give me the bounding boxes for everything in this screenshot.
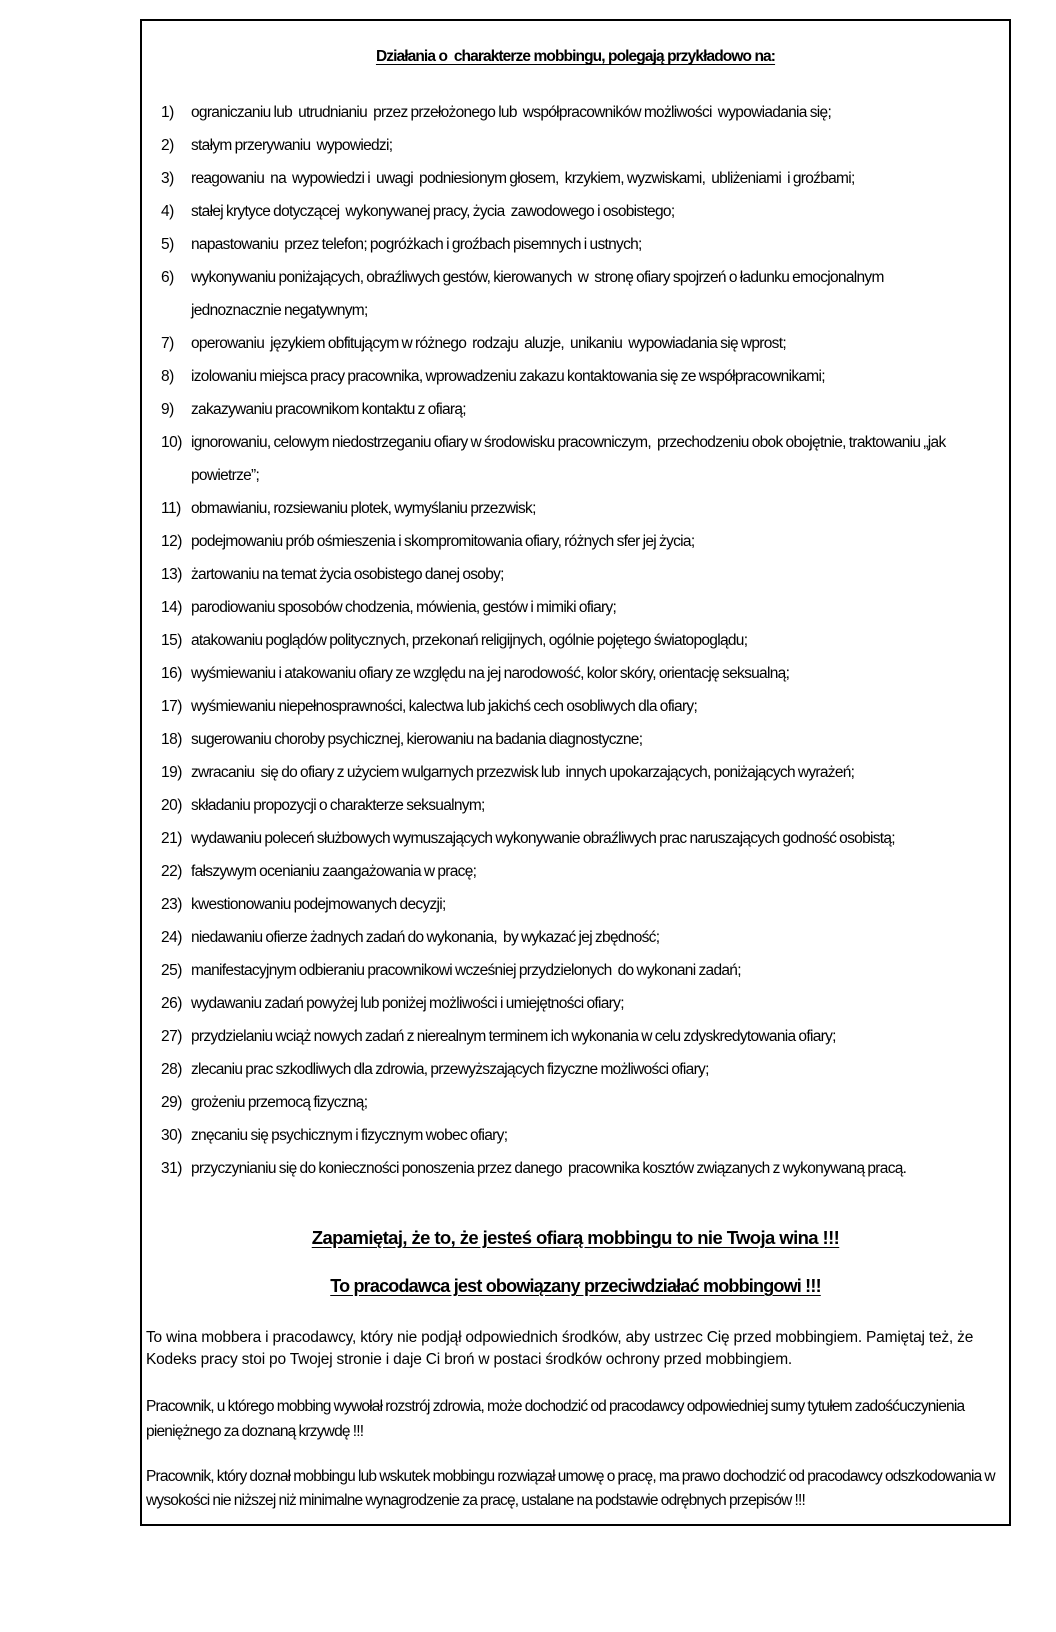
emphasis-heading-victim-not-guilty: Zapamiętaj, że to, że jesteś ofiarą mobbingu to nie Twoja wina !!! bbox=[311, 1227, 840, 1248]
list-item: operowaniu językiem obfitującym w różnego rodzaju aluzje, unikaniu wypowiadania się wprost; bbox=[191, 335, 786, 352]
list-item: atakowaniu poglądów politycznych, przekonań religijnych, ogólnie pojętego światopoglądu; bbox=[191, 632, 748, 649]
list-item: stałym przerywaniu wypowiedzi; bbox=[191, 137, 393, 154]
list-item: składaniu propozycji o charakterze seksualnym; bbox=[191, 797, 485, 814]
list-item: wydawaniu zadań powyżej lub poniżej możliwości i umiejętności ofiary; bbox=[191, 995, 624, 1012]
list-item: parodiowaniu sposobów chodzenia, mówienia, gestów i mimiki ofiary; bbox=[191, 599, 617, 616]
list-item: kwestionowaniu podejmowanych decyzji; bbox=[191, 896, 446, 913]
list-item: zlecaniu prac szkodliwych dla zdrowia, przewyższających fizyczne możliwości ofiary; bbox=[191, 1061, 709, 1078]
document-border-frame bbox=[140, 19, 1011, 1526]
list-item: sugerowaniu choroby psychicznej, kierowaniu na badania diagnostyczne; bbox=[191, 731, 643, 748]
list-item: reagowaniu na wypowiedzi i uwagi podniesionym głosem, krzykiem, wyzwiskami, ubliżeniami i groźbami; bbox=[191, 170, 855, 187]
list-item: obmawianiu, rozsiewaniu plotek, wymyślaniu przezwisk; bbox=[191, 500, 536, 517]
list-item: wyśmiewaniu niepełnosprawności, kalectwa lub jakichś cech osobliwych dla ofiary; bbox=[191, 698, 698, 715]
list-item: zakazywaniu pracownikom kontaktu z ofiarą; bbox=[191, 401, 466, 418]
list-item: zwracaniu się do ofiary z użyciem wulgarnych przezwisk lub innych upokarzających, poniżających wyrażeń; bbox=[191, 764, 855, 781]
list-item: znęcaniu się psychicznym i fizycznym wobec ofiary; bbox=[191, 1127, 508, 1144]
emphasis-heading-employer-obligation: To pracodawca jest obowiązany przeciwdziałać mobbingowi !!! bbox=[330, 1276, 821, 1296]
list-item: ignorowaniu, celowym niedostrzeganiu ofiary w środowisku pracowniczym, przechodzeniu obok obojętnie, traktowaniu „jak powietrze”; bbox=[191, 434, 949, 484]
paragraph-mobber-fault: To wina mobbera i pracodawcy, który nie podjął odpowiednich środków, aby ustrzec Cię przed mobbingiem. Pamiętaj też, że Kodeks pracy stoi po Twojej stronie i daje Ci broń w postaci środków ochrony przed mobbingiem. bbox=[146, 1329, 974, 1368]
document-title: Działania o charakterze mobbingu, polegają przykładowo na: bbox=[375, 48, 776, 65]
list-item: fałszywym ocenianiu zaangażowania w pracę; bbox=[191, 863, 477, 880]
list-item: manifestacyjnym odbieraniu pracownikowi wcześniej przydzielonych do wykonani zadań; bbox=[191, 962, 741, 979]
list-item: stałej krytyce dotyczącej wykonywanej pracy, życia zawodowego i osobistego; bbox=[191, 203, 675, 220]
list-item: przydzielaniu wciąż nowych zadań z nierealnym terminem ich wykonania w celu zdyskredytowania ofiary; bbox=[191, 1028, 836, 1045]
list-item: wydawaniu poleceń służbowych wymuszających wykonywanie obraźliwych prac naruszających godność osobistą; bbox=[191, 830, 895, 847]
list-item: wykonywaniu poniżających, obraźliwych gestów, kierowanych w stronę ofiary spojrzeń o ładunku emocjonalnym jednoznacznie negatywnym; bbox=[191, 269, 887, 319]
list-item: przyczynianiu się do konieczności ponoszenia przez danego pracownika kosztów związanych z wykonywaną pracą. bbox=[191, 1160, 907, 1177]
list-item: izolowaniu miejsca pracy pracownika, wprowadzeniu zakazu kontaktowania się ze współpracownikami; bbox=[191, 368, 825, 385]
list-item: podejmowaniu prób ośmieszenia i skompromitowania ofiary, różnych sfer jej życia; bbox=[191, 533, 695, 550]
list-item: wyśmiewaniu i atakowaniu ofiary ze względu na jej narodowość, kolor skóry, orientację seksualną; bbox=[191, 665, 790, 682]
list-item: żartowaniu na temat życia osobistego danej osoby; bbox=[191, 566, 504, 583]
paragraph-contract-compensation: Pracownik, który doznał mobbingu lub wskutek mobbingu rozwiązał umowę o pracę, ma prawo dochodzić od pracodawcy odszkodowania w wysokości nie niższej niż minimalne wynagrodzenie za pracę, ustalane na podstawie odrębnych przepisów !!! bbox=[146, 1468, 995, 1509]
list-item: napastowaniu przez telefon; pogróżkach i groźbach pisemnych i ustnych; bbox=[191, 236, 642, 253]
list-item: ograniczaniu lub utrudnianiu przez przełożonego lub współpracowników możliwości wypowiadania się; bbox=[191, 104, 832, 121]
paragraph-health-compensation: Pracownik, u którego mobbing wywołał rozstrój zdrowia, może dochodzić od pracodawcy odpowiedniej sumy tytułem zadośćuczynienia pieniężnego za doznaną krzywdę !!! bbox=[146, 1398, 965, 1440]
list-item: niedawaniu ofierze żadnych zadań do wykonania, by wykazać jej zbędność; bbox=[191, 929, 660, 946]
mobbing-actions-list bbox=[142, 96, 973, 1185]
list-item: grożeniu przemocą fizyczną; bbox=[191, 1094, 368, 1111]
